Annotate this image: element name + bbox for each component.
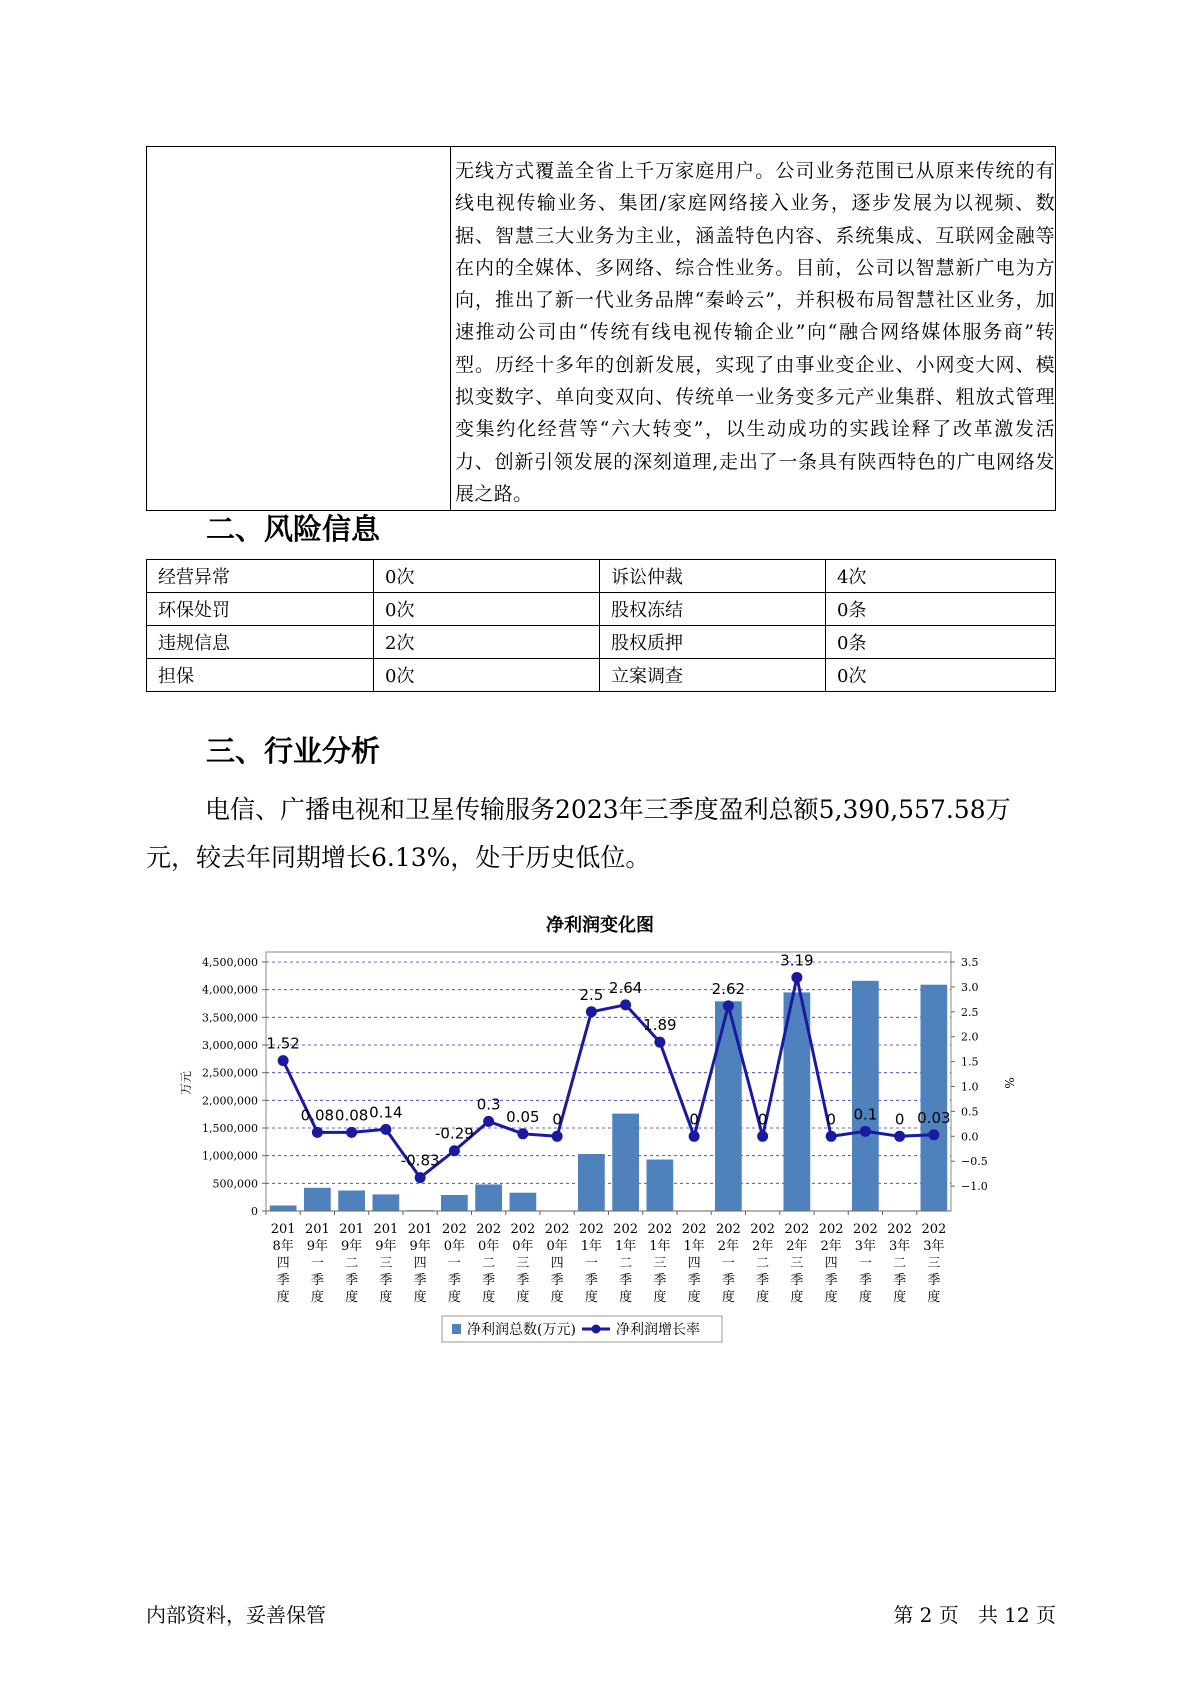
- growth-point: [449, 1145, 460, 1156]
- x-tick-label: 3年: [888, 1239, 911, 1254]
- growth-data-label: 0: [552, 1110, 562, 1129]
- footer-page-number: 第 2 页 共 12 页: [893, 1603, 1056, 1627]
- growth-data-label: 3.19: [780, 951, 814, 970]
- profit-bar: [647, 1160, 674, 1211]
- profit-bar: [475, 1184, 502, 1211]
- left-tick-label: 3,500,000: [202, 1011, 258, 1025]
- profit-bar: [510, 1193, 537, 1211]
- growth-point: [894, 1131, 905, 1142]
- profit-bar: [715, 1001, 742, 1211]
- left-tick-label: 500,000: [212, 1177, 258, 1191]
- growth-point: [380, 1124, 391, 1135]
- x-tick-label: 季: [379, 1273, 393, 1288]
- x-tick-label: 202: [647, 1222, 673, 1237]
- growth-data-label: 0: [757, 1110, 768, 1129]
- x-tick-label: 度: [721, 1290, 735, 1305]
- profit-bar: [852, 981, 879, 1211]
- risk-value: 0次: [826, 659, 1056, 692]
- x-tick-label: 202: [578, 1222, 604, 1237]
- right-tick-label: −0.5: [961, 1155, 988, 1169]
- risk-label: 股权冻结: [600, 593, 826, 626]
- right-tick-label: 0.0: [961, 1130, 979, 1144]
- x-tick-label: 202: [852, 1222, 878, 1237]
- right-tick-label: −1.0: [961, 1180, 988, 1194]
- x-tick-label: 季: [824, 1273, 838, 1288]
- x-tick-label: 季: [756, 1273, 770, 1288]
- x-tick-label: 二: [893, 1256, 907, 1271]
- growth-data-label: 2.62: [711, 979, 746, 998]
- right-tick-label: 0.5: [961, 1105, 979, 1119]
- x-tick-label: 202: [441, 1222, 467, 1237]
- x-tick-label: 202: [715, 1222, 741, 1237]
- left-tick-label: 2,000,000: [202, 1094, 258, 1108]
- x-tick-label: 0年: [477, 1239, 500, 1254]
- risk-info-table: [146, 559, 1056, 692]
- x-tick-label: 201: [339, 1222, 365, 1237]
- x-tick-label: 9年: [409, 1239, 431, 1254]
- x-tick-label: 季: [619, 1273, 633, 1288]
- risk-row: [147, 659, 1056, 692]
- growth-point: [483, 1116, 494, 1127]
- x-tick-label: 2年: [786, 1239, 808, 1254]
- growth-point: [346, 1127, 357, 1138]
- x-tick-label: 三: [516, 1256, 530, 1271]
- profit-bar: [441, 1195, 468, 1211]
- x-tick-label: 季: [927, 1273, 941, 1288]
- profit-bar: [578, 1154, 605, 1211]
- risk-row: [147, 560, 1056, 593]
- right-tick-label: 2.5: [961, 1005, 979, 1019]
- profit-bar: [304, 1188, 331, 1211]
- x-tick-label: 202: [818, 1222, 844, 1237]
- x-tick-label: 202: [750, 1222, 776, 1237]
- chart-title: 净利润变化图: [546, 915, 654, 936]
- x-tick-label: 度: [447, 1290, 461, 1305]
- risk-label: 担保: [147, 659, 374, 692]
- x-tick-label: 度: [379, 1290, 393, 1305]
- x-tick-label: 9年: [340, 1239, 363, 1254]
- x-tick-label: 三: [379, 1256, 393, 1271]
- x-tick-label: 三: [790, 1256, 804, 1271]
- x-tick-label: 度: [482, 1290, 496, 1305]
- profit-bar: [921, 985, 948, 1211]
- footer-confidential: 内部资料，妥善保管: [146, 1603, 326, 1627]
- x-tick-label: 一: [447, 1256, 461, 1271]
- x-tick-label: 季: [893, 1273, 907, 1288]
- right-tick-label: 1.5: [961, 1055, 979, 1069]
- growth-data-label: -0.83: [400, 1151, 440, 1170]
- growth-data-label: 2.64: [608, 978, 643, 997]
- growth-data-label: 1.52: [266, 1034, 300, 1053]
- risk-row: [147, 626, 1056, 659]
- risk-label: 环保处罚: [147, 593, 374, 626]
- right-tick-label: 3.5: [961, 956, 979, 969]
- x-tick-label: 0年: [546, 1239, 568, 1254]
- x-tick-label: 202: [681, 1222, 707, 1237]
- industry-paragraph: 电信、广播电视和卫星传输服务2023年三季度盈利总额5,390,557.58万元，较去年同期增长6.13%，处于历史低位。: [146, 795, 1011, 872]
- profit-bar: [338, 1191, 365, 1211]
- x-tick-label: 202: [784, 1222, 810, 1237]
- growth-data-label: 0.08: [300, 1106, 335, 1125]
- x-tick-label: 四: [824, 1256, 838, 1271]
- growth-line: [283, 977, 934, 1177]
- risk-label: 立案调查: [600, 659, 826, 692]
- x-tick-label: 季: [858, 1273, 872, 1288]
- left-tick-label: 1,500,000: [202, 1122, 258, 1135]
- growth-point: [517, 1128, 528, 1139]
- growth-point: [620, 999, 631, 1010]
- x-tick-label: 四: [550, 1256, 564, 1271]
- right-tick-label: 2.0: [961, 1030, 979, 1044]
- x-tick-label: 季: [687, 1273, 701, 1288]
- x-tick-label: 9年: [375, 1239, 397, 1254]
- x-tick-label: 202: [476, 1222, 502, 1237]
- x-tick-label: 1年: [614, 1239, 637, 1254]
- legend-bar-label: 净利润总数(万元): [467, 1322, 576, 1338]
- x-tick-label: 202: [921, 1222, 947, 1237]
- growth-data-label: 0: [826, 1110, 836, 1129]
- intro-label-cell: [147, 147, 451, 511]
- risk-value: 4次: [826, 560, 1056, 593]
- x-tick-label: 度: [927, 1290, 941, 1305]
- company-intro-table: [146, 146, 1056, 511]
- x-tick-label: 1年: [683, 1239, 705, 1254]
- growth-data-label: 1.89: [643, 1016, 677, 1035]
- intro-text-cell: [451, 147, 1056, 511]
- risk-label: 诉讼仲裁: [600, 560, 826, 593]
- legend-line-label: 净利润增长率: [616, 1322, 700, 1338]
- x-tick-label: 度: [276, 1290, 290, 1305]
- risk-value: 2次: [374, 626, 600, 659]
- growth-point: [415, 1172, 426, 1183]
- x-tick-label: 度: [687, 1290, 701, 1305]
- x-tick-label: 度: [790, 1290, 804, 1305]
- x-tick-label: 四: [276, 1256, 290, 1271]
- risk-label: 经营异常: [147, 560, 374, 593]
- risk-value: 0次: [374, 659, 600, 692]
- risk-heading: 二、风险信息: [206, 512, 381, 546]
- risk-value: 0次: [374, 560, 600, 593]
- x-tick-label: 201: [407, 1222, 433, 1237]
- x-tick-label: 2年: [751, 1239, 774, 1254]
- x-tick-label: 三: [927, 1256, 941, 1271]
- x-tick-label: 季: [790, 1273, 804, 1288]
- x-tick-label: 8年: [272, 1239, 294, 1254]
- risk-value: 0次: [374, 593, 600, 626]
- x-tick-label: 202: [544, 1222, 570, 1237]
- growth-data-label: -0.29: [434, 1124, 474, 1143]
- growth-data-label: 0: [894, 1110, 905, 1129]
- x-tick-label: 季: [584, 1273, 598, 1288]
- x-tick-label: 0年: [512, 1239, 534, 1254]
- x-tick-label: 二: [756, 1256, 770, 1271]
- risk-value: 0条: [826, 626, 1056, 659]
- x-tick-label: 度: [893, 1290, 907, 1305]
- growth-point: [928, 1129, 939, 1140]
- left-tick-label: 0: [251, 1205, 258, 1218]
- x-tick-label: 201: [304, 1222, 330, 1237]
- growth-point: [826, 1131, 837, 1142]
- x-tick-label: 季: [413, 1273, 427, 1288]
- left-tick-label: 3,000,000: [202, 1039, 258, 1052]
- x-tick-label: 1年: [580, 1239, 603, 1254]
- x-tick-label: 度: [310, 1290, 324, 1305]
- growth-data-label: 0.05: [506, 1107, 540, 1126]
- legend-bar-swatch: [452, 1324, 461, 1334]
- risk-label: 违规信息: [147, 626, 374, 659]
- growth-data-label: 0.08: [334, 1106, 369, 1125]
- profit-bar: [373, 1194, 400, 1211]
- x-tick-label: 度: [653, 1290, 667, 1305]
- growth-point: [278, 1055, 289, 1066]
- x-tick-label: 一: [310, 1256, 324, 1271]
- x-tick-label: 三: [653, 1256, 667, 1271]
- x-tick-label: 度: [550, 1290, 564, 1305]
- growth-data-label: 0.14: [369, 1103, 403, 1122]
- x-tick-label: 度: [756, 1290, 770, 1305]
- x-tick-label: 二: [345, 1256, 359, 1271]
- x-tick-label: 1年: [649, 1239, 671, 1254]
- growth-point: [723, 1000, 734, 1011]
- x-tick-label: 季: [310, 1273, 324, 1288]
- growth-point: [860, 1126, 871, 1137]
- x-tick-label: 季: [482, 1273, 496, 1288]
- left-tick-label: 4,000,000: [202, 983, 258, 997]
- x-tick-label: 季: [721, 1273, 735, 1288]
- x-tick-label: 度: [413, 1290, 427, 1305]
- growth-data-label: 0.03: [917, 1108, 951, 1127]
- right-tick-label: 1.0: [961, 1080, 979, 1094]
- growth-point: [312, 1127, 323, 1138]
- x-tick-label: 202: [887, 1222, 913, 1237]
- left-tick-label: 2,500,000: [202, 1066, 258, 1080]
- right-tick-label: 3.0: [961, 980, 979, 994]
- profit-bar: [270, 1205, 297, 1211]
- growth-data-label: 0.3: [476, 1095, 501, 1114]
- growth-point: [586, 1006, 597, 1017]
- growth-point: [791, 972, 802, 983]
- x-tick-label: 0年: [443, 1239, 466, 1254]
- x-tick-label: 202: [510, 1222, 536, 1237]
- growth-data-label: 0.1: [853, 1105, 878, 1124]
- net-profit-chart: [170, 898, 1016, 1368]
- x-tick-label: 一: [584, 1256, 598, 1271]
- x-tick-label: 四: [413, 1256, 427, 1271]
- x-tick-label: 3年: [923, 1239, 945, 1254]
- x-tick-label: 季: [516, 1273, 530, 1288]
- x-tick-label: 一: [858, 1256, 872, 1271]
- growth-data-label: 2.5: [579, 985, 604, 1004]
- growth-point: [552, 1131, 563, 1142]
- x-tick-label: 季: [653, 1273, 667, 1288]
- growth-point: [757, 1131, 768, 1142]
- x-tick-label: 2年: [820, 1239, 842, 1254]
- x-tick-label: 季: [447, 1273, 461, 1288]
- x-tick-label: 度: [619, 1290, 633, 1305]
- x-tick-label: 度: [824, 1290, 838, 1305]
- x-tick-label: 201: [373, 1222, 399, 1237]
- y-axis-right-label: %: [1002, 1077, 1016, 1089]
- growth-data-label: 0: [689, 1110, 699, 1129]
- x-tick-label: 3年: [854, 1239, 877, 1254]
- left-tick-label: 4,500,000: [202, 956, 258, 969]
- x-tick-label: 二: [482, 1256, 496, 1271]
- growth-point: [654, 1037, 665, 1048]
- x-tick-label: 度: [516, 1290, 530, 1305]
- x-tick-label: 度: [858, 1290, 872, 1305]
- x-tick-label: 一: [721, 1256, 735, 1271]
- company-intro-text: 无线方式覆盖全省上千万家庭用户。公司业务范围已从原来传统的有线电视传输业务、集团/家庭网络接入业务，逐步发展为以视频、数据、智慧三大业务为主业，涵盖特色内容、系统集成、互联网金融等在内的全媒体、多网络、综合性业务。目前，公司以智慧新广电为方向，推出了新一代业务品牌“秦岭云”，并积极布局智慧社区业务，加速推动公司由“传统有线电视传输企业”向“融合网络媒体服务商”转型。历经十多年的创新发展，实现了由事业变企业、小网变大网、模拟变数字、单向变双向、传统单一业务变多元产业集群、粗放式管理变集约化经营等“六大转变”，以生动成功的实践诠释了改革激发活力、创新引领发展的深刻道理,走出了一条具有陕西特色的广电网络发展之路。: [455, 160, 1055, 505]
- y-axis-left-label: 万元: [179, 1070, 193, 1096]
- x-tick-label: 201: [270, 1222, 296, 1237]
- x-tick-label: 9年: [306, 1239, 329, 1254]
- legend-line-marker: [592, 1325, 601, 1334]
- industry-heading: 三、行业分析: [206, 734, 381, 768]
- x-tick-label: 202: [613, 1222, 639, 1237]
- x-tick-label: 二: [619, 1256, 633, 1271]
- x-tick-label: 四: [687, 1256, 701, 1271]
- profit-bar: [612, 1114, 639, 1211]
- x-tick-label: 2年: [717, 1239, 740, 1254]
- x-tick-label: 季: [345, 1273, 359, 1288]
- risk-row: [147, 593, 1056, 626]
- x-tick-label: 季: [550, 1273, 564, 1288]
- risk-value: 0条: [826, 593, 1056, 626]
- risk-label: 股权质押: [600, 626, 826, 659]
- left-tick-label: 1,000,000: [202, 1149, 258, 1163]
- growth-point: [689, 1131, 700, 1142]
- x-tick-label: 季: [276, 1273, 290, 1288]
- x-tick-label: 度: [345, 1290, 359, 1305]
- x-tick-label: 度: [584, 1290, 598, 1305]
